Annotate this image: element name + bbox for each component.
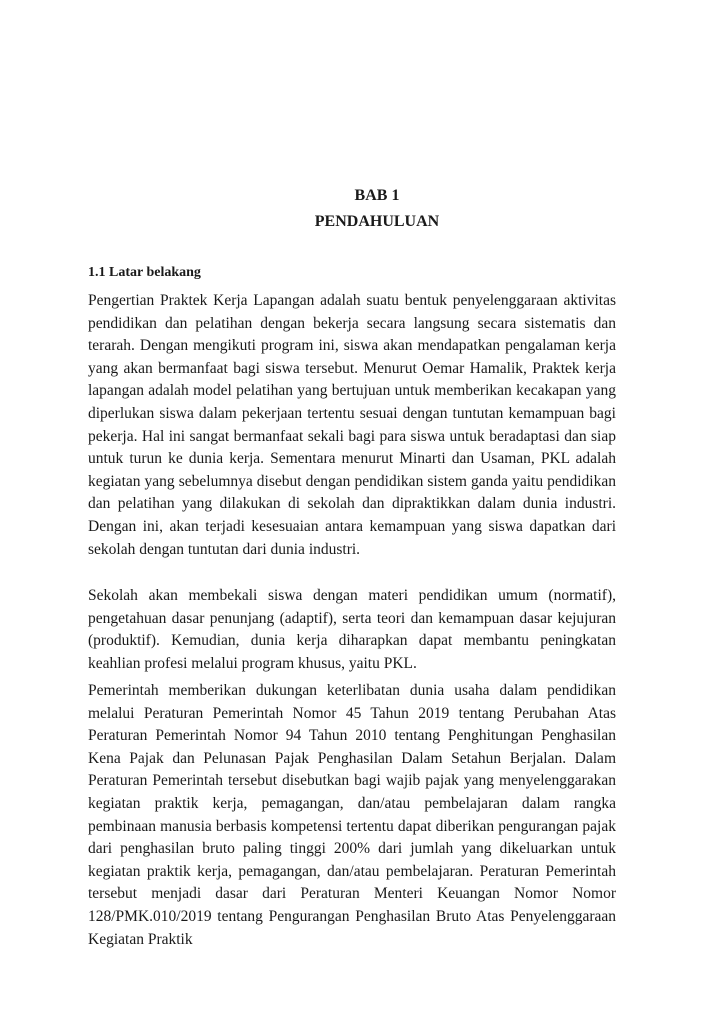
chapter-title: PENDAHULUAN [314,213,440,230]
paragraph-3: Pemerintah memberikan dukungan keterlibatan dunia usaha dalam pendidikan melalui Peraturan Pemerintah Nomor 45 Tahun 2019 tentang Perubahan Atas Peraturan Pemerintah Nomor 94 Tahun 2010 tentang Penghitungan Penghasilan Kena Pajak dan Pelunasan Pajak Penghasilan Dalam Setahun Berjalan. Dalam Peraturan Pemerintah tersebut disebutkan bagi wajib pajak yang menyelenggarakan kegiatan praktik kerja, pemagangan, dan/atau pembelajaran dalam rangka pembinaan manusia berbasis kompetensi tertentu dapat diberikan pengurangan pajak dari penghasilan bruto paling tinggi 200% dari jumlah yang dikeluarkan untuk kegiatan praktik kerja, pemagangan, dan/atau pembelajaran. Peraturan Pemerintah tersebut menjadi dasar dari Peraturan Menteri Keuangan Nomor Nomor 128/PMK.010/2019 tentang Pengurangan Penghasilan Bruto Atas Penyelenggaraan Kegiatan Praktik [88,682,616,948]
paragraph-2: Sekolah akan membekali siswa dengan materi pendidikan umum (normatif), pengetahuan dasar penunjang (adaptif), serta teori dan kemampuan dasar kejujuran (produktif). Kemudian, dunia kerja diharapkan dapat membantu peningkatan keahlian profesi melalui program khusus, yaitu PKL. [88,587,616,672]
paragraph-1: Pengertian Praktek Kerja Lapangan adalah suatu bentuk penyelenggaraan aktivitas pendidikan dan pelatihan dengan bekerja secara langsung secara sistematis dan terarah. Dengan mengikuti program ini, siswa akan mendapatkan pengalaman kerja yang akan bermanfaat bagi siswa tersebut. Menurut Oemar Hamalik, Praktek kerja lapangan adalah model pelatihan yang bertujuan untuk memberikan kecakapan yang diperlukan siswa dalam pekerjaan tertentu sesuai dengan tuntutan kemampuan bagi pekerja. Hal ini sangat bermanfaat sekali bagi para siswa untuk beradaptasi dan siap untuk turun ke dunia kerja. Sementara menurut Minarti dan Usaman, PKL adalah kegiatan yang sebelumnya disebut dengan pendidikan sistem ganda yaitu pendidikan dan pelatihan yang dilakukan di sekolah dan dipraktikkan dalam dunia industri. Dengan ini, akan terjadi kesesuaian antara kemampuan yang siswa dapatkan dari sekolah dengan tuntutan dari dunia industri. [88,292,616,558]
section-heading: 1.1 Latar belakang [88,265,201,280]
chapter-number: BAB 1 [354,187,400,204]
